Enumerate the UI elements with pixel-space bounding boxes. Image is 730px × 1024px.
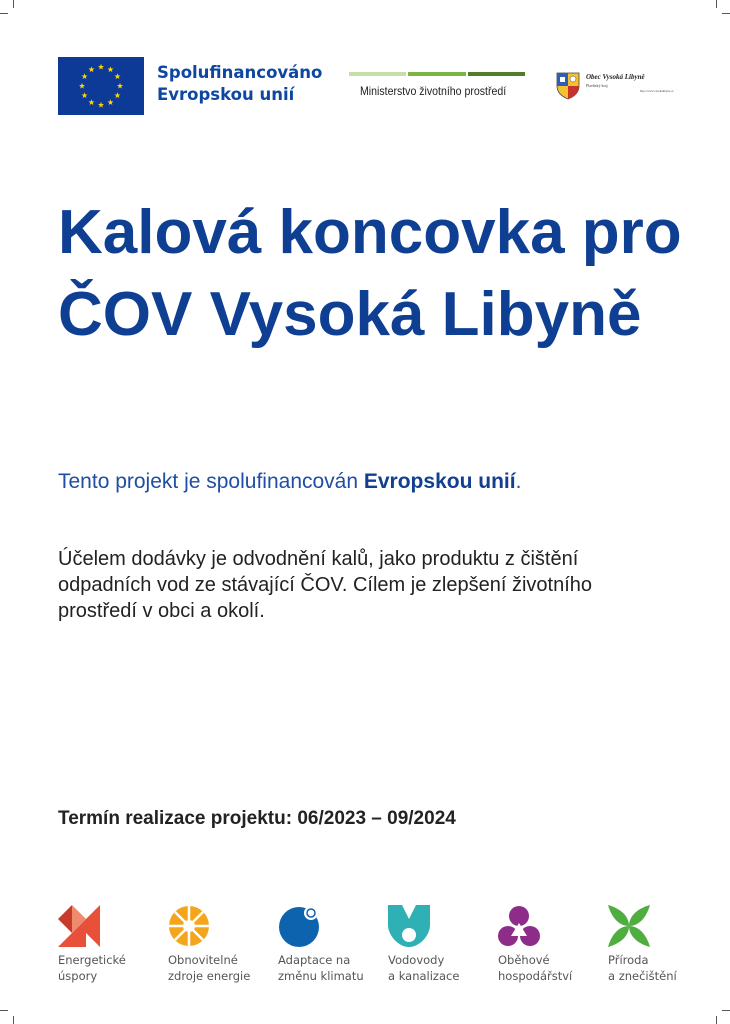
eu-star-icon [107,66,113,72]
ministry-bar-3 [468,72,525,76]
project-description: Účelem dodávky je odvodnění kalů, jako produktu z čištění odpadních vod ze stávající ČOV. Cílem je zlepšení životního prostředí v obci a okolí. [58,548,592,622]
nature-pollution-icon [608,905,650,947]
climate-adaptation-label: Adaptace na změnu klimatu [278,953,364,983]
climate-adaptation-icon [278,905,320,947]
ministry-logo-bars [349,72,525,76]
ministry-bar-2 [408,72,465,76]
eu-star-icon [82,73,88,79]
eu-star-icon [114,73,120,79]
cofinance-bold: Evropskou unií [363,470,516,493]
municipality-region: Plzeňský kraj [586,83,608,88]
municipality-name: Obec Vysoká Libyně [586,73,645,81]
crop-mark-bottom-left [13,1016,14,1024]
crop-mark-bottom-right [716,1016,717,1024]
crop-mark-top-right [716,0,717,8]
eu-flag-icon [58,57,144,115]
cofinance-suffix: . [515,470,522,493]
crop-mark-top-right-h [722,13,730,14]
crop-mark-bottom-left-h [0,1010,8,1011]
eu-logo-line2: Evropskou unií [157,85,295,104]
renewables-icon [168,905,210,947]
nature-pollution-label: Příroda a znečištění [608,953,677,983]
circular-economy-label: Oběhové hospodářství [498,953,573,983]
energy-savings-label: Energetické úspory [58,953,126,983]
water-sewerage-icon [388,905,430,947]
crop-mark-top-left-h [0,13,8,14]
page-title: Kalová koncovka pro ČOV Vysoká Libyně [58,198,682,349]
crop-mark-top-left [13,0,14,8]
crop-mark-bottom-right-h [722,1010,730,1011]
eu-star-icon [114,92,120,98]
eu-cofinance-logo-text [157,62,322,106]
municipality-web: http://www.vysokalibyne.cz [640,89,674,93]
eu-star-icon [107,99,113,105]
ministry-bar-1 [349,72,406,76]
eu-star-icon [79,83,85,89]
eu-star-icon [117,83,123,89]
cofinance-statement [58,470,521,494]
project-term: Termín realizace projektu: 06/2023 – 09/2024 [58,808,456,829]
eu-star-icon [88,66,94,72]
eu-star-icon [98,102,104,108]
eu-star-icon [82,92,88,98]
eu-star-icon [88,99,94,105]
renewables-label: Obnovitelné zdroje energie [168,953,251,983]
ministry-name: Ministerstvo životního prostředí [360,84,507,98]
circular-economy-icon [498,905,540,947]
eu-star-icon [98,64,104,70]
eu-logo-line1: Spolufinancováno [157,63,323,82]
cofinance-prefix: Tento projekt je spolufinancován [58,470,364,493]
water-sewerage-label: Vodovody a kanalizace [388,953,460,983]
municipality-crest-icon [556,72,580,100]
energy-savings-icon [58,905,100,947]
